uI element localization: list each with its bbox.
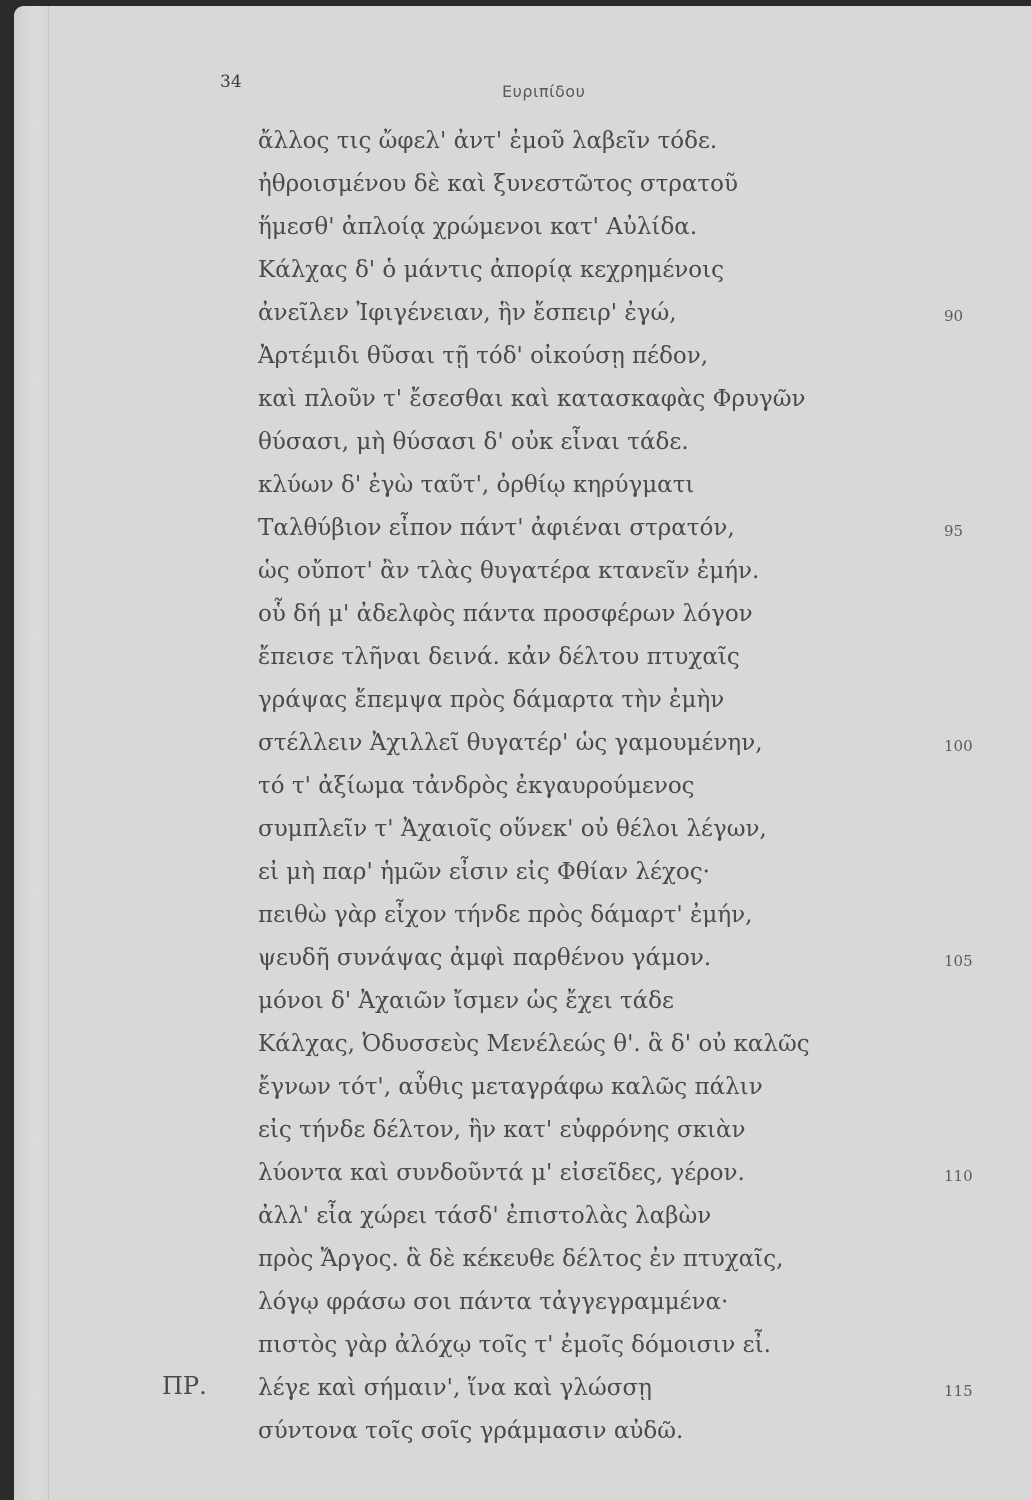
verse-line: λόγῳ φράσω σοι πάντα τἀγγεγραμμένα· <box>258 1289 729 1315</box>
verse-line: εἰς τήνδε δέλτον, ἣν κατ' εὐφρόνης σκιὰν <box>258 1117 746 1143</box>
line-number: 95 <box>944 522 964 540</box>
verse-line: Κάλχας δ' ὁ μάντις ἀπορίᾳ κεχρημένοις <box>258 257 724 283</box>
verse-line: στέλλειν Ἀχιλλεῖ θυγατέρ' ὡς γαμουμένην, <box>258 730 763 756</box>
line-number: 110 <box>944 1167 973 1185</box>
verse-line: γράψας ἔπεμψα πρὸς δάμαρτα τὴν ἐμὴν <box>258 687 725 713</box>
verse-line: σύντονα τοῖς σοῖς γράμμασιν αὐδῶ. <box>258 1418 684 1444</box>
verse-line: ἠθροισμένου δὲ καὶ ξυνεστῶτος στρατοῦ <box>258 171 738 197</box>
verse-line: ψευδῆ συνάψας ἀμφὶ παρθένου γάμον. <box>258 945 712 971</box>
verse-line: πειθὼ γὰρ εἶχον τήνδε πρὸς δάμαρτ' ἐμήν, <box>258 902 753 928</box>
verse-line: πρὸς Ἄργος. ἃ δὲ κέκευθε δέλτος ἐν πτυχαῖς, <box>258 1246 784 1272</box>
verse-line: ἄλλος τις ὤφελ' ἀντ' ἐμοῦ λαβεῖν τόδε. <box>258 128 718 154</box>
verse-line: εἰ μὴ παρ' ἡμῶν εἶσιν εἰς Φθίαν λέχος· <box>258 859 710 885</box>
verse-line: οὗ δή μ' ἀδελφὸς πάντα προσφέρων λόγον <box>258 601 753 627</box>
line-number: 105 <box>944 952 973 970</box>
verse-line: ὡς οὔποτ' ἂν τλὰς θυγατέρα κτανεῖν ἐμήν. <box>258 558 760 584</box>
line-number: 115 <box>944 1382 973 1400</box>
verse-line: τό τ' ἀξίωμα τἀνδρὸς ἐκγαυρούμενος <box>258 773 695 799</box>
verse-line: ἀλλ' εἶα χώρει τάσδ' ἐπιστολὰς λαβὼν <box>258 1203 712 1229</box>
verse-line: κλύων δ' ἐγὼ ταῦτ', ὀρθίῳ κηρύγματι <box>258 472 695 498</box>
verse-line: ἥμεσθ' ἀπλοίᾳ χρώμενοι κατ' Αὐλίδα. <box>258 214 698 240</box>
running-head: Ευριπίδου <box>502 82 586 101</box>
book-page <box>14 6 1031 1500</box>
verse-line: ἀνεῖλεν Ἰφιγένειαν, ἣν ἔσπειρ' ἐγώ, <box>258 300 677 326</box>
verse-line: λέγε καὶ σήμαιν', ἵνα καὶ γλώσσῃ <box>258 1375 652 1401</box>
verse-line: καὶ πλοῦν τ' ἔσεσθαι καὶ κατασκαφὰς Φρυγῶν <box>258 386 806 412</box>
verse-line: Κάλχας, Ὀδυσσεὺς Μενέλεώς θ'. ἃ δ' οὐ καλῶς <box>258 1031 810 1057</box>
speaker-label: ΠΡ. <box>162 1372 207 1400</box>
verse-line: Ταλθύβιον εἶπον πάντ' ἀφιέναι στρατόν, <box>258 515 735 541</box>
verse-line: ἔγνων τότ', αὖθις μεταγράφω καλῶς πάλιν <box>258 1074 763 1100</box>
line-number: 100 <box>944 737 973 755</box>
verse-line: θύσασι, μὴ θύσασι δ' οὐκ εἶναι τάδε. <box>258 429 689 455</box>
verse-line: Ἀρτέμιδι θῦσαι τῇ τόδ' οἰκούσῃ πέδον, <box>258 343 709 369</box>
line-number: 90 <box>944 307 964 325</box>
page-number: 34 <box>220 72 242 92</box>
page-edge <box>14 6 49 1500</box>
verse-line: λύοντα καὶ συνδοῦντά μ' εἰσεῖδες, γέρον. <box>258 1160 745 1186</box>
verse-line: μόνοι δ' Ἀχαιῶν ἴσμεν ὡς ἔχει τάδε <box>258 988 674 1014</box>
verse-line: ἔπεισε τλῆναι δεινά. κἀν δέλτου πτυχαῖς <box>258 644 740 670</box>
verse-line: πιστὸς γὰρ ἀλόχῳ τοῖς τ' ἐμοῖς δόμοισιν εἶ. <box>258 1332 771 1358</box>
verse-line: συμπλεῖν τ' Ἀχαιοῖς οὕνεκ' οὐ θέλοι λέγων, <box>258 816 767 842</box>
